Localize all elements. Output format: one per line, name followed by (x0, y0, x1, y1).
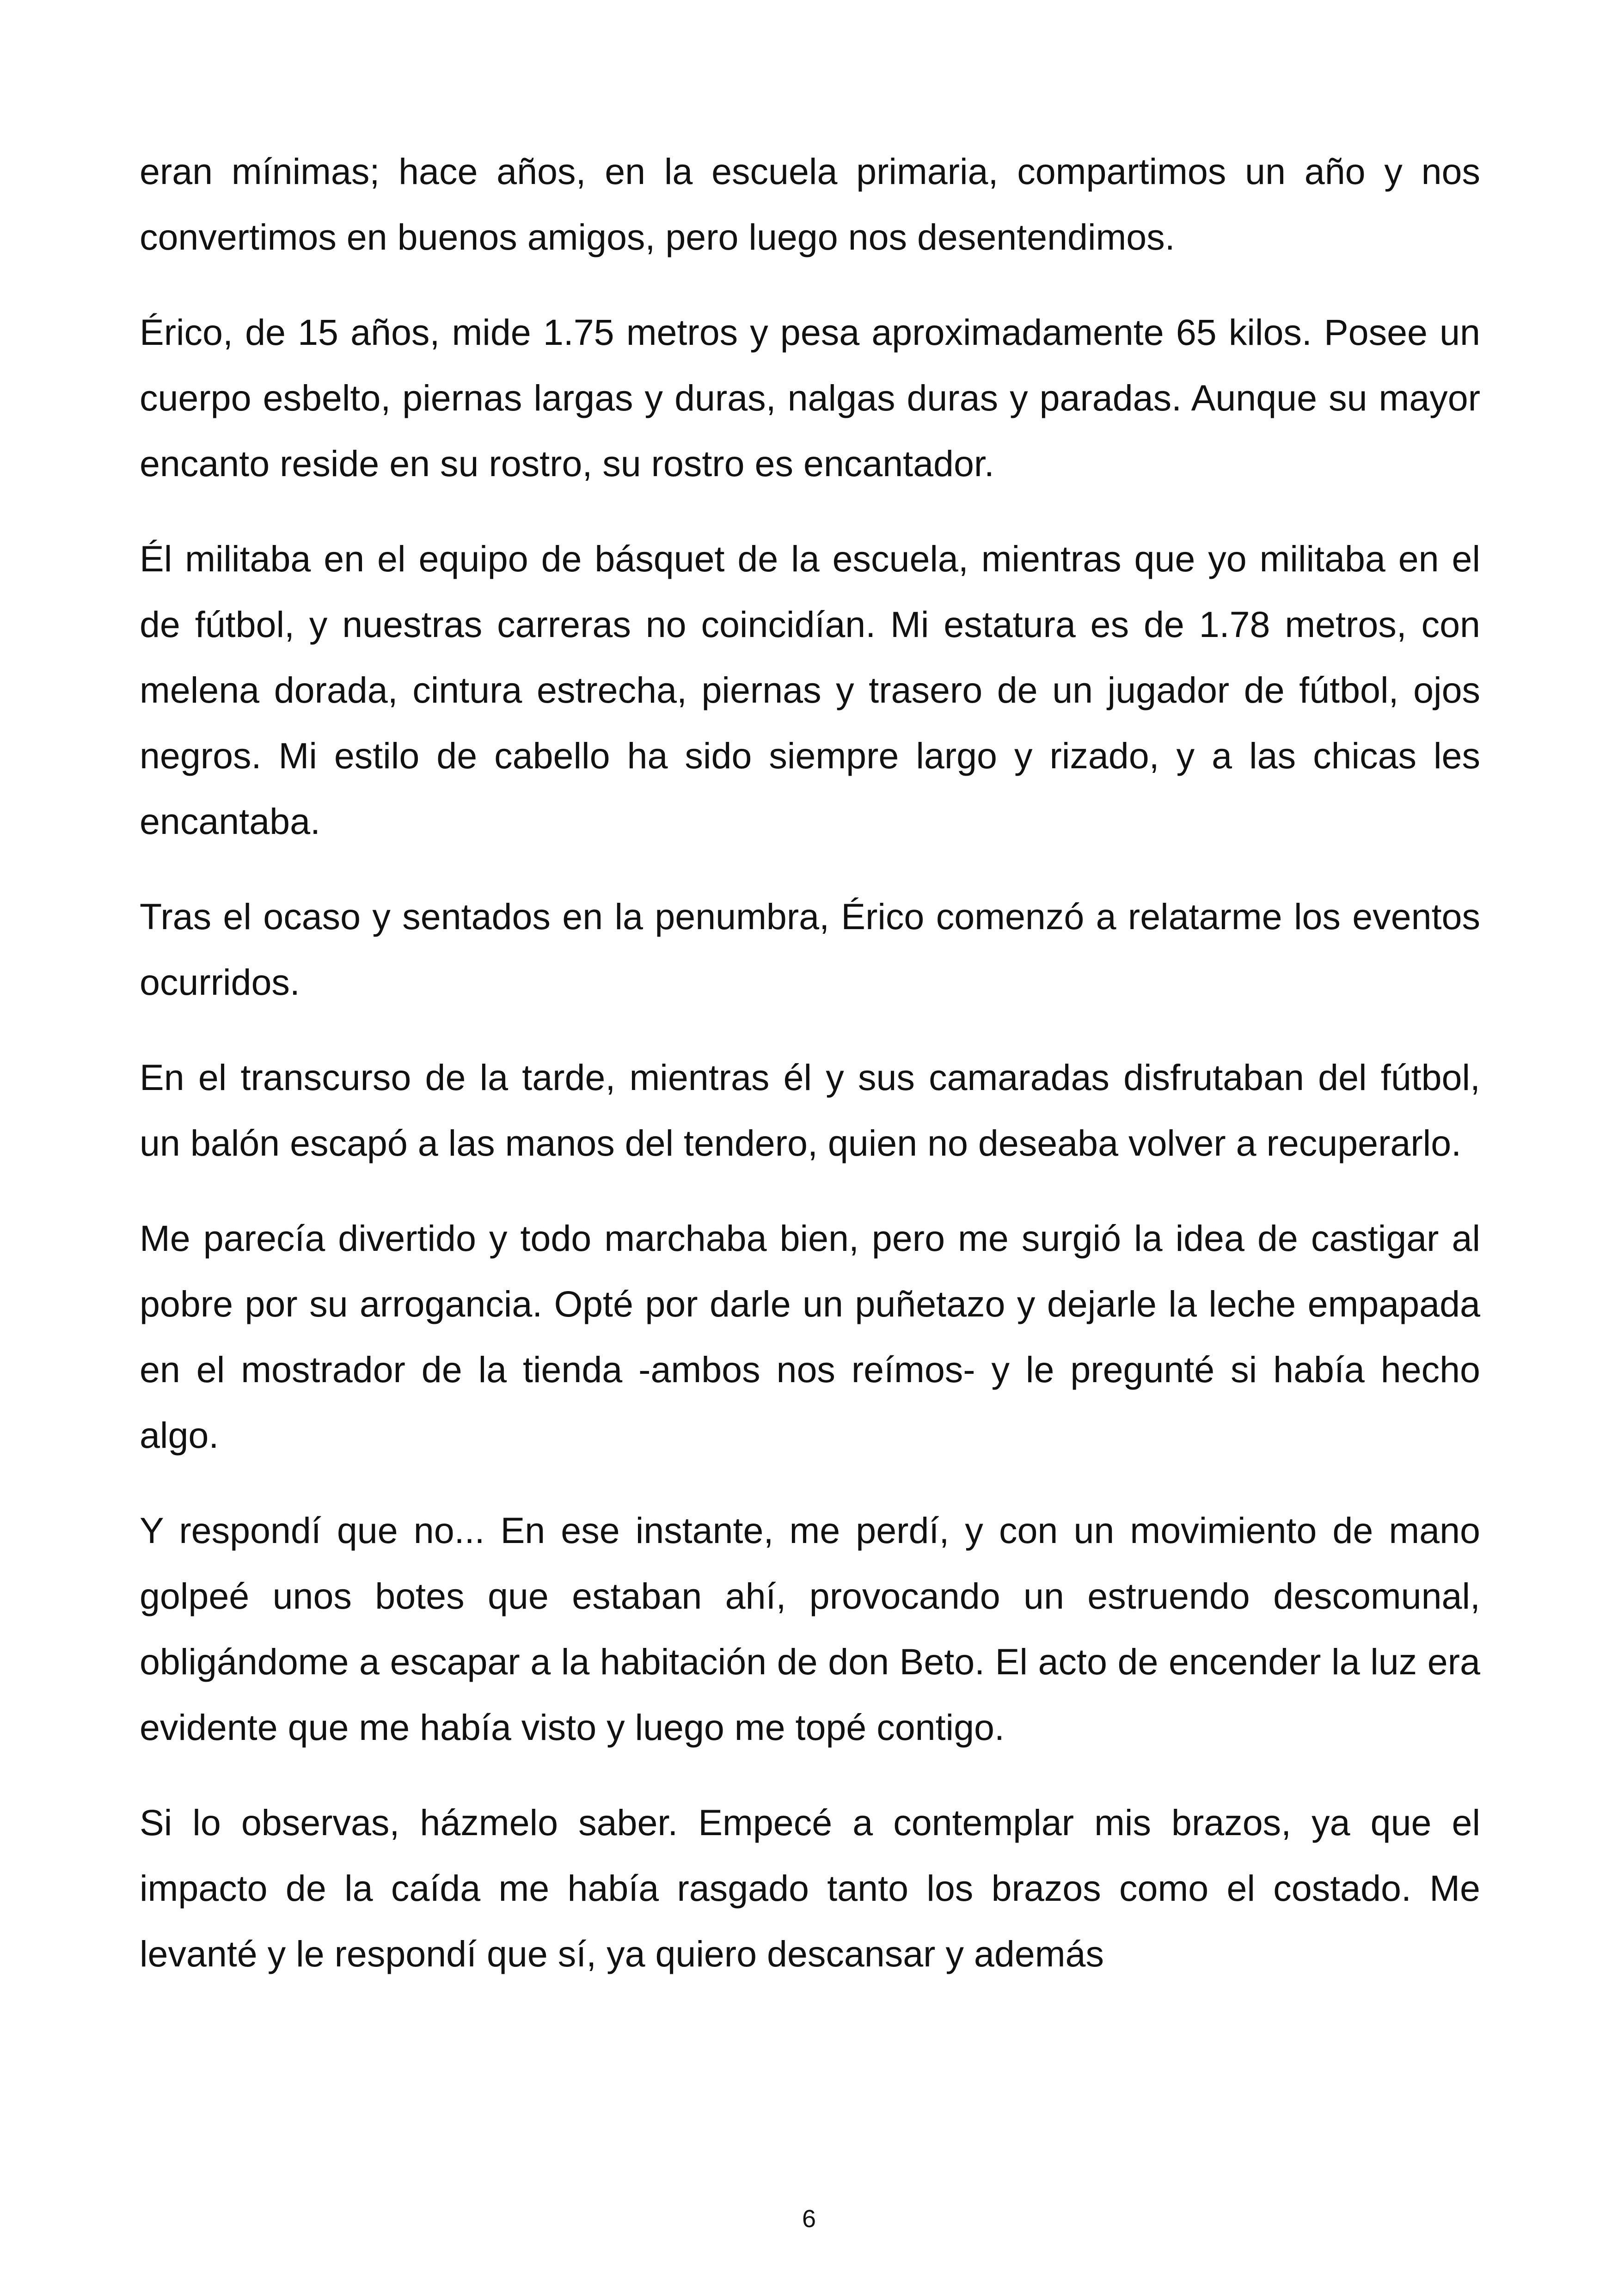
paragraph-7: Y respondí que no... En ese instante, me perdí, y con un movimiento de mano golpeé unos botes que estaban ahí, provocando un estruendo descomunal, obligándome a escapar a la habitación de don Beto. El acto de encender la luz era evidente que me había visto y luego me topé contigo. (140, 1510, 1480, 1748)
paragraph-1: eran mínimas; hace años, en la escuela primaria, compartimos un año y nos convertimos en buenos amigos, pero luego nos desentendimos. (140, 151, 1480, 257)
paragraph-5: En el transcurso de la tarde, mientras él y sus camaradas disfrutaban del fútbol, un balón escapó a las manos del tendero, quien no deseaba volver a recuperarlo. (140, 1057, 1480, 1163)
paragraph-6: Me parecía divertido y todo marchaba bien, pero me surgió la idea de castigar al pobre por su arrogancia. Opté por darle un puñetazo y dejarle la leche empapada en el mostrador de la tienda -ambos nos reímos- y le pregunté si había hecho algo. (140, 1218, 1480, 1456)
page-number: 6 (802, 2205, 816, 2233)
paragraph-4: Tras el ocaso y sentados en la penumbra, Érico comenzó a relatarme los eventos ocurridos. (140, 896, 1480, 1003)
body-text (140, 139, 1480, 2016)
paragraph-8: Si lo observas, házmelo saber. Empecé a contemplar mis brazos, ya que el impacto de la caída me había rasgado tanto los brazos como el costado. Me levanté y le respondí que sí, ya quiero descansar y además (140, 1802, 1480, 1974)
paragraph-2: Érico, de 15 años, mide 1.75 metros y pesa aproximadamente 65 kilos. Posee un cuerpo esbelto, piernas largas y duras, nalgas duras y paradas. Aunque su mayor encanto reside en su rostro, su rostro es encantador. (140, 312, 1480, 484)
paragraph-3: Él militaba en el equipo de básquet de la escuela, mientras que yo militaba en el de fútbol, y nuestras carreras no coincidían. Mi estatura es de 1.78 metros, con melena dorada, cintura estrecha, piernas y trasero de un jugador de fútbol, ojos negros. Mi estilo de cabello ha sido siempre largo y rizado, y a las chicas les encantaba. (140, 538, 1480, 842)
